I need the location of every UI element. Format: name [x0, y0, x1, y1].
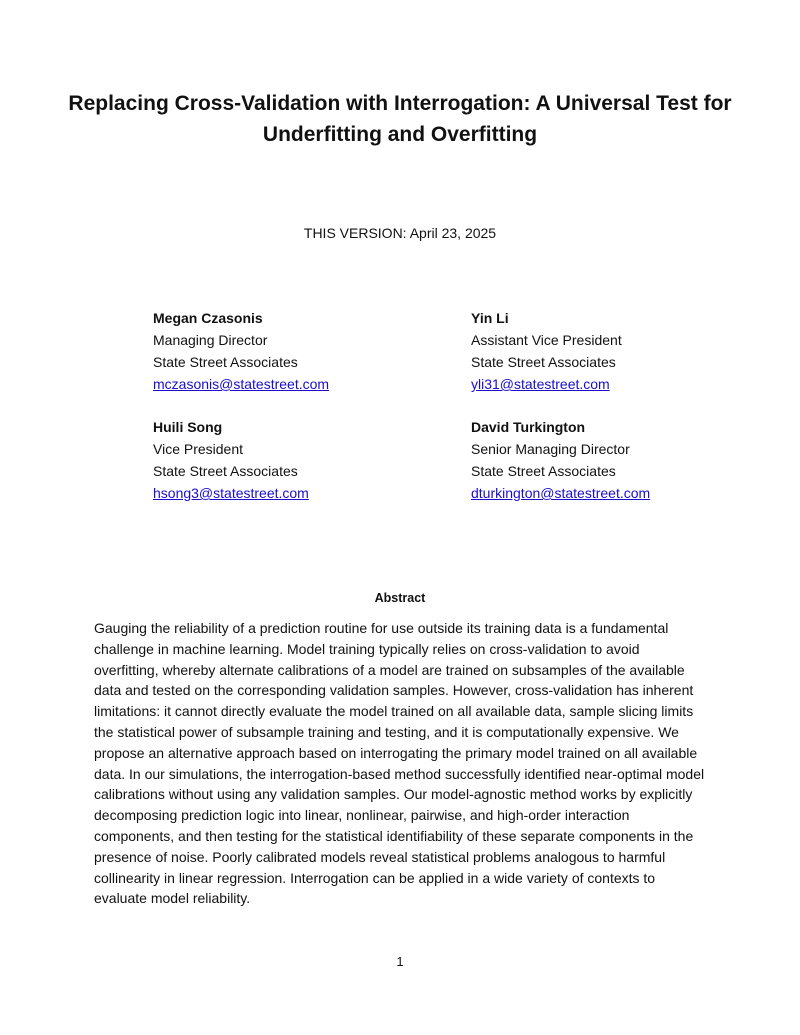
author-name: Yin Li [471, 310, 509, 326]
author-affiliation: State Street Associates [153, 354, 298, 370]
author-position: Assistant Vice President [471, 332, 622, 348]
author-name: David Turkington [471, 419, 586, 435]
author-email-link[interactable]: mczasonis@statestreet.com [153, 376, 330, 392]
author-email-link[interactable]: yli31@statestreet.com [471, 376, 610, 392]
author-affiliation: State Street Associates [471, 463, 616, 479]
author-card [471, 307, 771, 395]
author-email-link[interactable]: dturkington@statestreet.com [471, 485, 651, 501]
author-card [471, 416, 771, 504]
author-position: Vice President [153, 441, 244, 457]
author-email-link[interactable]: hsong3@statestreet.com [153, 485, 309, 501]
author-affiliation: State Street Associates [471, 354, 616, 370]
abstract-body: Gauging the reliability of a prediction routine for use outside its training data is a fundamental challenge in machine learning. Model training typically relies on cross-validation to avoid overfitting, whereby alternate calibrations of a model are trained on subsamples of the available data and tested on the corresponding validation samples. However, cross-validation has inherent limitations: it cannot directly evaluate the model trained on all available data, sample slicing limits the statistical power of subsample training and testing, and it is computationally expensive. We propose an alternative approach based on interrogating the primary model trained on all available data. In our simulations, the interrogation-based method successfully identified near-optimal model calibrations without using any validation samples. Our model-agnostic method works by explicitly decomposing prediction logic into linear, nonlinear, pairwise, and high-order interaction components, and then testing for the statistical identifiability of these separate components in the presence of noise. Poorly calibrated models reveal statistical problems analogous to harmful collinearity in linear regression. Interrogation can be applied in a wide variety of contexts to evaluate model reliability. [94, 620, 705, 907]
author-position: Senior Managing Director [471, 441, 630, 457]
version-date: THIS VERSION: April 23, 2025 [303, 225, 497, 241]
page-number: 1 [396, 954, 404, 969]
author-card [153, 307, 453, 395]
author-name: Huili Song [153, 419, 223, 435]
author-card [153, 416, 453, 504]
paper-title: Replacing Cross-Validation with Interrogation: A Universal Test for Underfitting and Overfitting [68, 92, 732, 146]
author-position: Managing Director [153, 332, 268, 348]
author-name: Megan Czasonis [153, 310, 263, 326]
author-affiliation: State Street Associates [153, 463, 298, 479]
abstract-heading: Abstract [374, 591, 426, 605]
